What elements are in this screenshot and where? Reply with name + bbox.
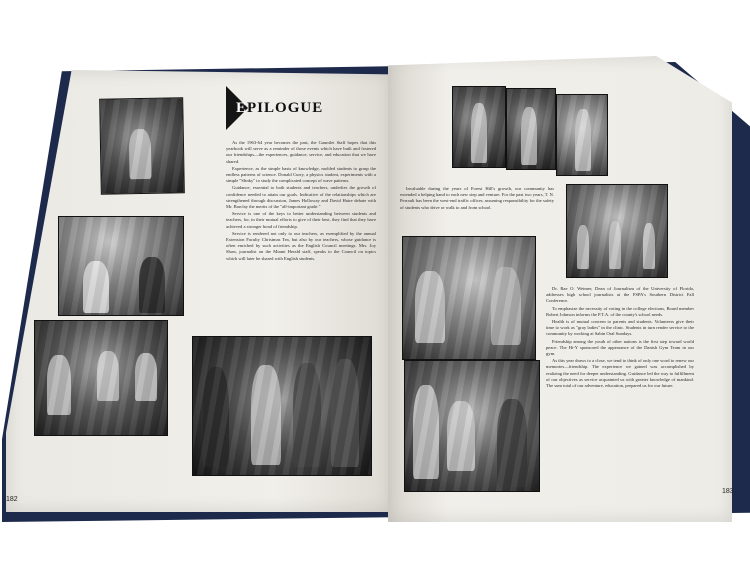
- left-page-number: 182: [6, 496, 18, 503]
- right-bottom-paragraph: As this year draws to a close, we tend to think of only one word to renew our memories—friendship. The experience we gained was accomplished by realizing the need for deeper understanding. Guidance led the way to fulfillment of our objectives as service acquainted us with greater knowledge of mankind. The sum total of our adventure, education, prepared us for our future.: [546, 358, 694, 389]
- left-paragraph: Guidance, essential to both students and teachers, underlies the growth of confidence needed to attain our goals. Indicative of the relationships which are strengthened through discussion, James Holloway and David Haire debate with Mr. Barclay the merits of the "all-important grade.": [226, 185, 376, 210]
- photo-christmas-tea: [34, 320, 168, 436]
- right-bottom-paragraph: Health is of mutual concern to parents and students. Volunteers give their time to work as "gray ladies" in the clinic. Students in turn render service to the community by working at Sabin Oral Sundays.: [546, 319, 694, 337]
- photo-voting-booth: [404, 360, 540, 492]
- photo-traffic-officer-3: [556, 94, 608, 176]
- right-bottom-paragraph: To emphasize the necessity of voting in the college elections, Board member Robert Johnson informs the P.T.A. of the county's school needs.: [546, 305, 694, 317]
- photo-traffic-officer-1: [452, 86, 506, 168]
- right-bottom-paragraph: Dr. Rae O. Weimer, Dean of Journalism of the University of Florida, addresses high school journalists at the FSPA's Southern District Fall Conference.: [546, 286, 694, 304]
- photo-danish-gym-team: [566, 184, 668, 278]
- right-bottom-paragraph: Friendship among the youth of other nations is the first step toward world peace. The Hi-Y sponsored the appearance of the Danish Gym Team in our gym.: [546, 338, 694, 357]
- page-title: EPILOGUE: [236, 99, 324, 116]
- photo-slinky-experiment: [99, 97, 185, 194]
- photo-clinic-volunteers: [402, 236, 536, 360]
- right-bottom-text-block: [546, 286, 694, 390]
- right-page-number: 183: [722, 488, 734, 495]
- right-top-paragraph: Invaluable during the years of Forest Hill's growth, our community has extended a helping hand to each new step and venture. For the past two years, T. N. Perrault has been the west-end traffic officer, assuming responsibility for the safety of students who drive or walk to and from school.: [400, 186, 554, 210]
- photo-english-council: [192, 336, 372, 476]
- photo-debate-classroom: [58, 216, 184, 316]
- right-top-text-block: [400, 186, 554, 212]
- left-text-block: [226, 140, 376, 263]
- left-paragraph: Service is one of the keys to better understanding between students and teachers, for, in their mutual efforts to give of their best, they find that they have achieved a stronger bond of friendship.: [226, 211, 376, 229]
- left-paragraph: As the 1963-64 year becomes the past, the Gauntlet Staff hopes that this yearbook will serve as a reminder of those events which have built and fostered our friendships—the experiences, guidance, service, and education that we have shared.: [226, 140, 376, 164]
- photo-traffic-officer-2: [506, 88, 556, 170]
- epilogue-heading: [226, 86, 323, 130]
- left-paragraph: Experience, as the simple basis of knowledge, molded students to grasp the endless patterns of science. Donald Curry, a physics student, experiments with a simple "Slinky" to study the complicated concept of wave patterns.: [226, 165, 376, 184]
- left-paragraph: Service is rendered not only to our teachers, as exemplified by the annual Extension Faculty Christmas Tea, but also by our teachers, whose guidance is often enriched by such activities as the English Council meetings. Mrs. Joy Shaw, journalist on the Miami Herald staff, speaks to the Council on topics which will later be shared with English students.: [226, 230, 376, 261]
